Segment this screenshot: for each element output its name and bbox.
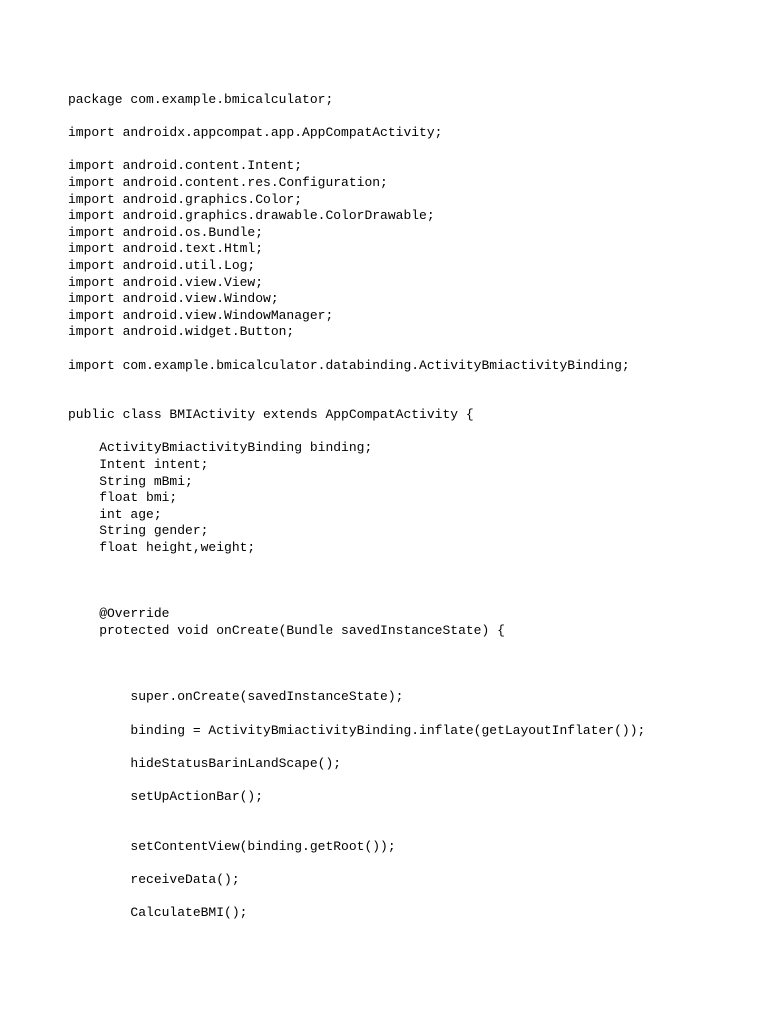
code-line: import android.util.Log; — [68, 257, 256, 273]
code-line: hideStatusBarinLandScape(); — [68, 755, 342, 771]
code-line — [68, 806, 748, 823]
code-line: import android.graphics.Color; — [68, 191, 303, 207]
code-line — [68, 656, 748, 673]
code-line — [68, 341, 748, 358]
code-line: import android.view.Window; — [68, 291, 279, 307]
code-line: float height,weight; — [68, 540, 256, 556]
code-line: setUpActionBar(); — [68, 788, 264, 804]
code-line: import android.text.Html; — [68, 241, 264, 257]
code-line: import android.widget.Button; — [68, 324, 295, 340]
code-line: CalculateBMI(); — [68, 905, 248, 921]
code-block — [68, 92, 748, 922]
code-line: import android.os.Bundle; — [68, 224, 264, 240]
code-line: Intent intent; — [68, 457, 209, 473]
code-line — [68, 142, 748, 159]
code-line: binding = ActivityBmiactivityBinding.inflate(getLayoutInflater()); — [68, 722, 646, 738]
code-line: import androidx.appcompat.app.AppCompatActivity; — [68, 125, 443, 141]
code-line — [68, 706, 748, 723]
code-line: setContentView(binding.getRoot()); — [68, 838, 396, 854]
code-line: super.onCreate(savedInstanceState); — [68, 689, 404, 705]
code-line — [68, 109, 748, 126]
code-line: ActivityBmiactivityBinding binding; — [68, 440, 373, 456]
code-line: String gender; — [68, 523, 209, 539]
code-line — [68, 739, 748, 756]
code-line: protected void onCreate(Bundle savedInstanceState) { — [68, 623, 505, 638]
code-line — [68, 640, 748, 657]
code-line: import android.view.View; — [68, 274, 264, 290]
code-line: import android.graphics.drawable.ColorDrawable; — [68, 208, 435, 224]
code-line — [68, 573, 748, 590]
code-line: package com.example.bmicalculator; — [68, 92, 334, 107]
code-line: float bmi; — [68, 490, 178, 506]
code-line: @Override — [68, 606, 170, 622]
code-line: import android.view.WindowManager; — [68, 307, 334, 323]
code-line: import android.content.res.Configuration; — [68, 174, 388, 190]
code-line: int age; — [68, 506, 162, 522]
code-line — [68, 374, 748, 391]
code-line: String mBmi; — [68, 473, 193, 489]
code-line: public class BMIActivity extends AppCompatActivity { — [68, 407, 474, 423]
code-line — [68, 889, 748, 906]
code-line: import com.example.bmicalculator.databinding.ActivityBmiactivityBinding; — [68, 357, 630, 373]
code-line — [68, 557, 748, 574]
code-line: import android.content.Intent; — [68, 158, 303, 174]
code-line — [68, 822, 748, 839]
code-line — [68, 424, 748, 441]
code-line — [68, 590, 748, 607]
code-line: receiveData(); — [68, 871, 240, 887]
code-line — [68, 855, 748, 872]
code-line — [68, 391, 748, 408]
code-line — [68, 772, 748, 789]
code-line — [68, 673, 748, 690]
